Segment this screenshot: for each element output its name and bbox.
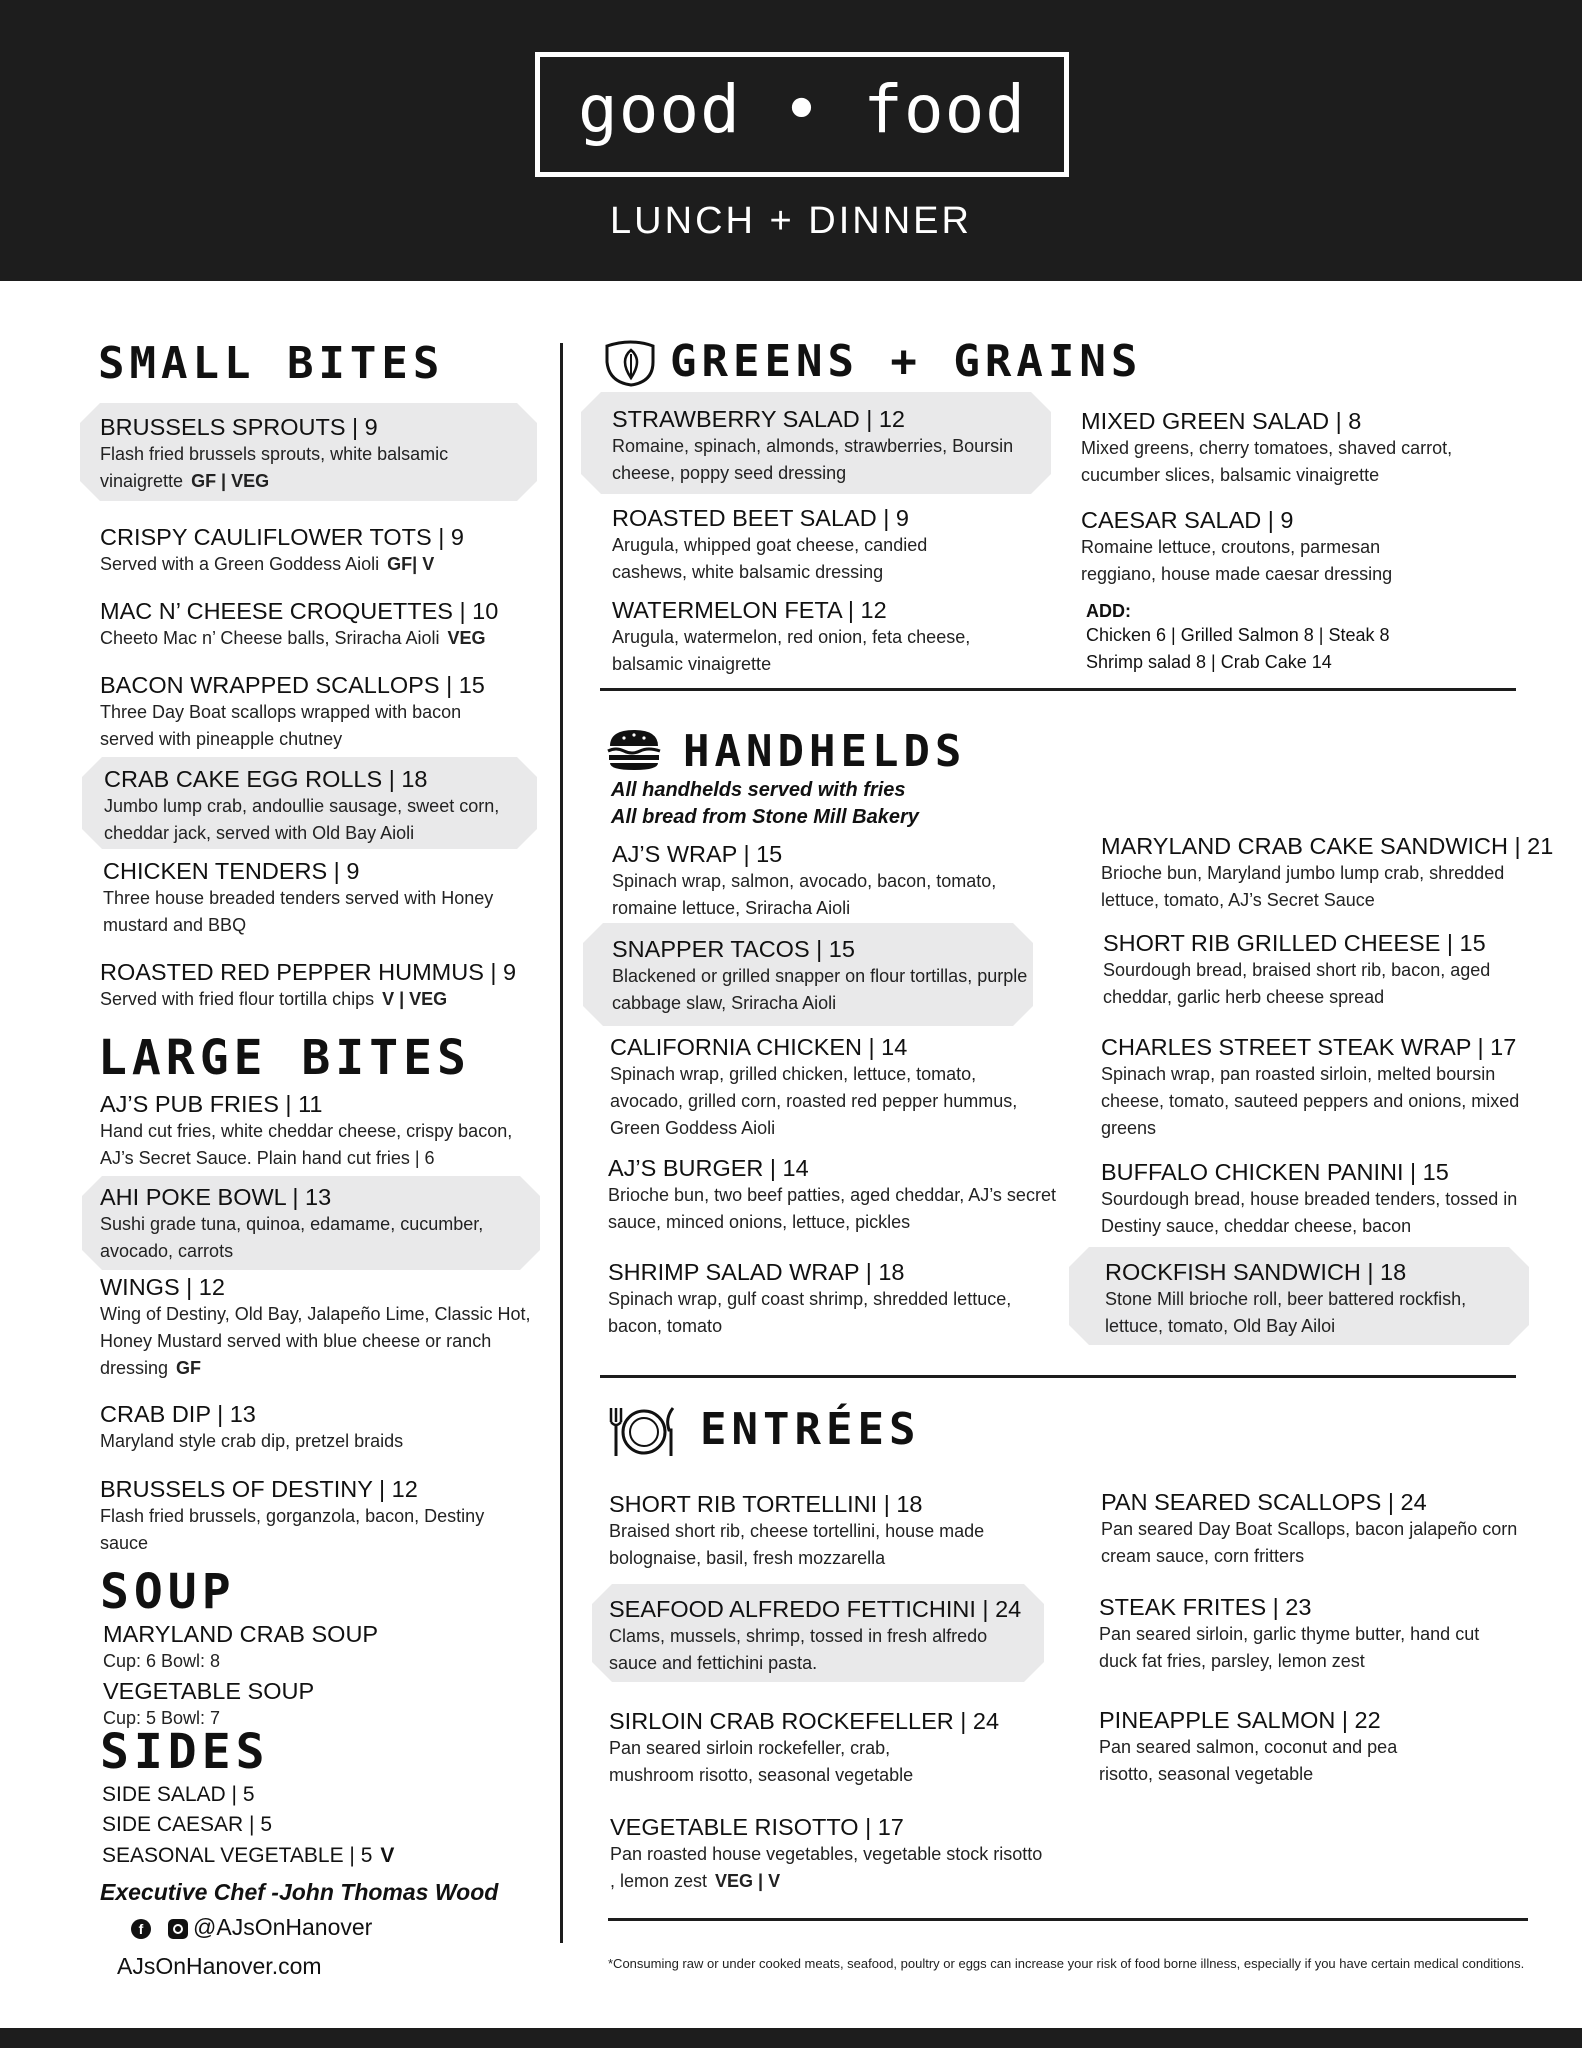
item-desc: Hand cut fries, white cheddar cheese, crispy bacon, AJ’s Secret Sauce. Plain hand cut fries | 6 (100, 1121, 513, 1168)
item-name: AHI POKE BOWL | 13 (100, 1184, 332, 1210)
diet-tag: VEG | V (715, 1871, 781, 1891)
item-name: SNAPPER TACOS | 15 (612, 936, 855, 962)
menu-item (103, 1620, 523, 1675)
menu-item (612, 840, 1052, 922)
item-name: MAC N’ CHEESE CROQUETTES | 10 (100, 598, 499, 624)
item-name: BRUSSELS OF DESTINY | 12 (100, 1476, 418, 1502)
menu-header (0, 0, 1582, 281)
item-desc: Maryland style crab dip, pretzel braids (100, 1431, 404, 1451)
item-desc: Arugula, watermelon, red onion, feta cheese, balsamic vinaigrette (612, 627, 971, 674)
menu-item (612, 504, 952, 586)
greens-grains-heading: GREENS + GRAINS (670, 336, 1143, 387)
item-desc: Served with a Green Goddess Aioli GF| V (100, 554, 435, 574)
item-desc: Romaine, spinach, almonds, strawberries, Boursin cheese, poppy seed dressing (612, 436, 1014, 483)
item-name: MARYLAND CRAB SOUP (103, 1621, 379, 1647)
item-desc: Blackened or grilled snapper on flour tortillas, purple cabbage slaw, Sriracha Aioli (612, 966, 1028, 1013)
menu-item (1103, 929, 1523, 1011)
diet-tag: GF | VEG (191, 471, 270, 491)
item-name: CRAB DIP | 13 (100, 1401, 256, 1427)
menu-item (1101, 832, 1556, 914)
facebook-icon[interactable]: f (131, 1919, 151, 1939)
menu-item (609, 1490, 1049, 1572)
section-divider (600, 688, 1516, 691)
menu-item (100, 1090, 540, 1172)
menu-item (610, 1033, 1050, 1142)
item-name: AJ’S WRAP | 15 (612, 841, 783, 867)
handhelds-note: All handhelds served with fries (611, 779, 906, 801)
item-desc: Cup: 5 Bowl: 7 (103, 1708, 221, 1728)
item-desc: Braised short rib, cheese tortellini, house made bolognaise, basil, fresh mozzarella (609, 1521, 985, 1568)
item-name: WATERMELON FETA | 12 (612, 597, 887, 623)
soup-heading: SOUP (100, 1564, 236, 1620)
menu-item (1099, 1593, 1499, 1675)
item-desc: Spinach wrap, salmon, avocado, bacon, tomato, romaine lettuce, Sriracha Aioli (612, 871, 997, 918)
menu-item (609, 1707, 1000, 1789)
item-name: PAN SEARED SCALLOPS | 24 (1101, 1489, 1427, 1515)
item-name: CHICKEN TENDERS | 9 (103, 858, 360, 884)
item-name: ROASTED RED PEPPER HUMMUS | 9 (100, 959, 517, 985)
executive-chef: Executive Chef -John Thomas Wood (100, 1879, 499, 1905)
item-desc: Clams, mussels, shrimp, tossed in fresh alfredo sauce and fettichini pasta. (609, 1626, 988, 1673)
item-name: SEAFOOD ALFREDO FETTICHINI | 24 (609, 1596, 1022, 1622)
item-name: SHRIMP SALAD WRAP | 18 (608, 1259, 905, 1285)
section-divider (608, 1918, 1528, 1921)
add-on-line: Shrimp salad 8 | Crab Cake 14 (1086, 652, 1332, 672)
item-desc: Jumbo lump crab, andoullie sausage, sweet corn, cheddar jack, served with Old Bay Aioli (104, 796, 500, 843)
entrees-heading: ENTRÉES (700, 1404, 921, 1455)
menu-item (100, 413, 530, 495)
burger-icon (606, 728, 662, 772)
diet-tag: V (380, 1844, 395, 1867)
menu-item (100, 671, 500, 753)
menu-item (1099, 1706, 1419, 1788)
item-name: VEGETABLE RISOTTO | 17 (610, 1814, 904, 1840)
handhelds-note: All bread from Stone Mill Bakery (611, 806, 919, 828)
diet-tag: V | VEG (382, 989, 448, 1009)
add-on-line: Chicken 6 | Grilled Salmon 8 | Steak 8 (1086, 625, 1390, 645)
menu-item (610, 1813, 1050, 1895)
side-item: SIDE SALAD | 5 (102, 1783, 255, 1806)
item-desc: Flash fried brussels sprouts, white balsamic vinaigrette GF | VEG (100, 444, 449, 491)
diet-tag: GF (176, 1358, 202, 1378)
item-name: VEGETABLE SOUP (103, 1678, 315, 1704)
item-name: AJ’S PUB FRIES | 11 (100, 1091, 323, 1117)
column-divider (560, 343, 563, 1943)
menu-item (609, 1595, 1029, 1677)
item-name: ROASTED BEET SALAD | 9 (612, 505, 909, 531)
social-handle[interactable]: @AJsOnHanover (193, 1914, 373, 1940)
large-bites-heading: LARGE BITES (98, 1030, 471, 1086)
menu-item (104, 765, 534, 847)
item-name: CAESAR SALAD | 9 (1081, 507, 1294, 533)
item-name: WINGS | 12 (100, 1274, 225, 1300)
logo-box (535, 52, 1069, 177)
side-item: SIDE CAESAR | 5 (102, 1813, 273, 1836)
item-desc: Served with fried flour tortilla chips V | VEG (100, 989, 448, 1009)
instagram-icon[interactable] (168, 1919, 188, 1939)
item-name: MARYLAND CRAB CAKE SANDWICH | 21 (1101, 833, 1554, 859)
menu-item (100, 1475, 520, 1557)
item-name: SHORT RIB GRILLED CHEESE | 15 (1103, 930, 1486, 956)
small-bites-heading: SMALL BITES (98, 338, 445, 389)
item-desc: Spinach wrap, grilled chicken, lettuce, tomato, avocado, grilled corn, roasted red pepper hummus, Green Goddess Aioli (610, 1064, 1018, 1138)
menu-item (608, 1258, 1048, 1340)
menu-item (100, 1183, 530, 1265)
item-desc: Pan seared salmon, coconut and pea risotto, seasonal vegetable (1099, 1737, 1398, 1784)
item-name: CHARLES STREET STEAK WRAP | 17 (1101, 1034, 1517, 1060)
item-name: CRISPY CAULIFLOWER TOTS | 9 (100, 524, 464, 550)
website-link[interactable]: AJsOnHanover.com (117, 1953, 322, 1979)
item-name: BACON WRAPPED SCALLOPS | 15 (100, 672, 485, 698)
item-desc: Three Day Boat scallops wrapped with bacon served with pineapple chutney (100, 702, 462, 749)
plate-utensils-icon (607, 1404, 679, 1460)
menu-item (100, 958, 540, 1013)
item-desc: Wing of Destiny, Old Bay, Jalapeño Lime, Classic Hot, Honey Mustard served with blue cheese or ranch dressing GF (100, 1304, 531, 1378)
item-desc: Stone Mill brioche roll, beer battered rockfish, lettuce, tomato, Old Bay Ailoi (1105, 1289, 1467, 1336)
footer-bar (0, 2028, 1582, 2048)
item-desc: Sushi grade tuna, quinoa, edamame, cucumber, avocado, carrots (100, 1214, 484, 1261)
add-on-label: ADD: (1086, 601, 1131, 621)
item-name: BUFFALO CHICKEN PANINI | 15 (1101, 1159, 1449, 1185)
menu-item (100, 1273, 540, 1382)
menu-item (1105, 1258, 1525, 1340)
item-desc: Romaine lettuce, croutons, parmesan reggiano, house made caesar dressing (1081, 537, 1393, 584)
item-desc: Pan seared sirloin rockefeller, crab, mushroom risotto, seasonal vegetable (609, 1738, 914, 1785)
menu-item (103, 857, 543, 939)
handhelds-heading: HANDHELDS (683, 726, 967, 777)
item-name: CALIFORNIA CHICKEN | 14 (610, 1034, 908, 1060)
item-name: STEAK FRITES | 23 (1099, 1594, 1312, 1620)
menu-item (1101, 1033, 1531, 1142)
item-name: SIRLOIN CRAB ROCKEFELLER | 24 (609, 1708, 1000, 1734)
menu-item (608, 1154, 1068, 1236)
item-name: PINEAPPLE SALMON | 22 (1099, 1707, 1381, 1733)
menu-item (100, 597, 540, 652)
menu-item (100, 523, 530, 578)
item-name: AJ’S BURGER | 14 (608, 1155, 809, 1181)
menu-item (1081, 506, 1441, 588)
item-name: ROCKFISH SANDWICH | 18 (1105, 1259, 1407, 1285)
item-name: SHORT RIB TORTELLINI | 18 (609, 1491, 923, 1517)
item-name: CRAB CAKE EGG ROLLS | 18 (104, 766, 428, 792)
diet-tag: GF| V (387, 554, 435, 574)
item-desc: Pan seared sirloin, garlic thyme butter, hand cut duck fat fries, parsley, lemon zest (1099, 1624, 1480, 1671)
menu-item (100, 1400, 540, 1455)
sides-heading: SIDES (100, 1724, 270, 1780)
menu-item (1101, 1488, 1551, 1570)
item-desc: Mixed greens, cherry tomatoes, shaved carrot, cucumber slices, balsamic vinaigrette (1081, 438, 1453, 485)
item-desc: Brioche bun, two beef patties, aged cheddar, AJ’s secret sauce, minced onions, lettuce, pickles (608, 1185, 1056, 1232)
item-desc: Sourdough bread, house breaded tenders, tossed in Destiny sauce, cheddar cheese, bacon (1101, 1189, 1518, 1236)
menu-item (612, 596, 1012, 678)
item-desc: Arugula, whipped goat cheese, candied cashews, white balsamic dressing (612, 535, 928, 582)
logo-text: good • food (577, 71, 1027, 148)
menu-subtitle: LUNCH + DINNER (610, 200, 972, 242)
item-desc: Cup: 6 Bowl: 8 (103, 1651, 221, 1671)
item-desc: Pan roasted house vegetables, vegetable stock risotto , lemon zest VEG | V (610, 1844, 1043, 1891)
menu-item (1081, 407, 1501, 489)
menu-item (1101, 1158, 1551, 1240)
item-desc: Pan seared Day Boat Scallops, bacon jalapeño corn cream sauce, corn fritters (1101, 1519, 1518, 1566)
item-name: BRUSSELS SPROUTS | 9 (100, 414, 378, 440)
item-desc: Brioche bun, Maryland jumbo lump crab, shredded lettuce, tomato, AJ’s Secret Sauce (1101, 863, 1505, 910)
item-desc: Flash fried brussels, gorganzola, bacon, Destiny sauce (100, 1506, 485, 1553)
item-desc: Spinach wrap, gulf coast shrimp, shredded lettuce, bacon, tomato (608, 1289, 1012, 1336)
side-item: SEASONAL VEGETABLE | 5 V (102, 1844, 395, 1867)
item-name: MIXED GREEN SALAD | 8 (1081, 408, 1362, 434)
item-desc: Sourdough bread, braised short rib, bacon, aged cheddar, garlic herb cheese spread (1103, 960, 1491, 1007)
item-desc: Spinach wrap, pan roasted sirloin, melted boursin cheese, tomato, sauteed peppers and onions, mixed greens (1101, 1064, 1520, 1138)
menu-item (612, 405, 1052, 487)
diet-tag: VEG (447, 628, 486, 648)
section-divider (600, 1375, 1516, 1378)
leaf-icon (601, 338, 661, 388)
item-name: STRAWBERRY SALAD | 12 (612, 406, 905, 432)
item-desc: Three house breaded tenders served with Honey mustard and BBQ (103, 888, 494, 935)
item-desc: Cheeto Mac n’ Cheese balls, Sriracha Aioli VEG (100, 628, 486, 648)
menu-item (612, 935, 1032, 1017)
health-disclaimer: *Consuming raw or under cooked meats, seafood, poultry or eggs can increase your risk of food borne illness, especially if you have certain medical conditions. (608, 1956, 1525, 1971)
